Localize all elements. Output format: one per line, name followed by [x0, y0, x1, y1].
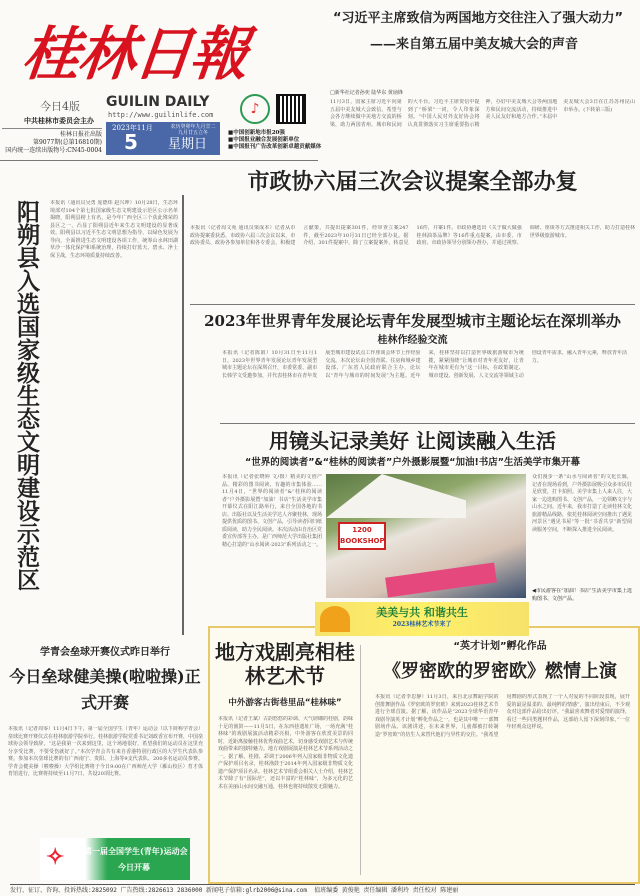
sun-logo-icon	[320, 606, 350, 632]
story5-subheadline: 中外游客古街巷里品“桂林味”	[228, 698, 342, 708]
story3-body: 本报讯（记者陈娟）10月31日至11月1日，2023年世界青年发展论坛青年发展型城市主题论坛在深圳召开，市委常委、副市长韩学文受邀参加，并代表桂林市在青年发展型城市建设试点工作座谈会环节上作经验交流。本次论坛由全国青联、住房和城乡建设部、广东省人民政府联合主办，论坛以“青年与城市的时间发展”为主题。近年来，桂林坚持以打造世界级旅游城市为统揽，紧紧围绕“让城市对青年更友好，让青年在城市更有为”这一目标，在政策制定、城市建设、创新发展、人文交流等领域主动创设青年需求，融入青年元素，释放青年活力。	[222, 350, 627, 379]
year-month: 2023年11月	[112, 124, 153, 132]
award: ■中国报刊广告改革创新卓越贡献媒体	[228, 144, 322, 150]
story4-subheadline: “世界的阅读者”&“桂林的阅读者”户外摄影展暨“加油!书店”生活美学市集开幕	[244, 457, 581, 468]
story2-body: 本报讯（记者周文苑 通讯员梁成本）记者从市政协提案委获悉，市政协六届三次会议以来，市政协委员、政协各参加单位和各专委会，积极建言献策，共提出提案301件，经审查立案247件，截至2023年10月31日已经全部办复。据介绍，301件提案中，除了立案提案外，转意见16件，并案1件。市政协遴选出《关于做大做强桂林油茶品牌》等16件重点提案，由市委、市政府、市政协领导分别领办督办，并通过视察、调研、座谈等方式推进相关工作，助力打造桂林世界级旅游城市。	[190, 225, 635, 246]
tent-shape	[326, 474, 466, 518]
story2-headline[interactable]: 市政协六届三次会议提案全部办复	[247, 169, 578, 195]
publisher: 桂林日报社出版	[59, 131, 102, 138]
divider	[220, 423, 635, 424]
page-count: 今日4版	[40, 100, 80, 113]
award: ■中国报业融合发展创新单位	[228, 137, 300, 143]
top-byline: □新华社记者孙奕 陆华东 黄垴锋	[330, 90, 403, 96]
story4-body-right: 众们漫步一条“山水与阅读者”的文化长廊，记者在现场看到，户外摄影展吸引众多市民驻足欣赏，打卡拍照。美学市集上人来人往，大家一边选购图书、文创产品，一边领略文字与山水之间。近年来，我市打造了走读桂林文化旅游精品线路，依托桂林阅读空间推出了遇见河景区“遇见书屋”等一批“书香共享”新型阅读服务空间，不断探入推进全民阅读。	[532, 474, 632, 533]
column-divider	[182, 195, 184, 635]
newspaper-logo: 桂林日報	[18, 20, 250, 88]
story7-kicker: 学青会垒球开赛仪式昨日举行	[40, 647, 170, 658]
games-ad[interactable]	[40, 838, 190, 880]
website-link[interactable]: http://www.guilinlife.com	[108, 111, 214, 119]
left-vertical-headline[interactable]: 阳朔县入选国家级生态文明建设示范区	[13, 199, 39, 591]
top-story-body: 11月3日，国家主席习近平向第五届中美友城大会致信。希望与会各方继续做中美地方交流的桥梁，助力两国省州、城市和民间的大平台。习近平主席贺信中提到了“桥梁”一词，令人印象深刻。“中国人民对外友好协会将认真贯彻落实习主席重要指示精神，办好中美友城大会等两国地方和民间交流活动，持续推进中美人民友好和地方合作。”本届中美友城大会3日在江苏苏州昆山市举办。(下转第三版)	[330, 99, 635, 128]
date-box	[106, 122, 220, 155]
story7-headline[interactable]: 今日垒球健美操(啦啦操)正式开赛	[9, 667, 201, 712]
divider	[360, 645, 361, 875]
story3-subheadline: 桂林作经验交流	[377, 335, 448, 346]
cn-number: 国内统一连续出版物号:CN45-0004	[5, 147, 102, 154]
award: ■中国创新地市报20强	[228, 130, 285, 136]
banner-title: 美美与共 和谐共生	[376, 606, 468, 619]
qr-code-icon[interactable]	[276, 94, 306, 124]
host-org: 中共桂林市委员会主办	[24, 116, 94, 125]
footer-editors: 值班编委 黄俊艳 责任编辑 潘利玲 责任校对 陈建丽	[314, 887, 459, 894]
story6-kicker: “英才计划”孵化作品	[453, 641, 547, 652]
footer	[10, 884, 635, 895]
lunar-date: 农历癸卯年九月廿二 九月廿五立冬	[170, 124, 216, 136]
stall-banner	[385, 562, 497, 597]
story4-body-left: 本报讯（记者张晓婷 文/摄）精美的文创产品、精彩的图书阅读、有趣的市集体验……11月4日，“世界的阅读者”&“桂林的阅读者”户外摄影展暨“加油！书店”生活美学市集开幕仪式在阳江路举行，来自全国各地的书店、出版社以及生活美学达人齐聚桂林，现场提供优质的图书、文创产品，引导读者回归纸质阅读，助力全民阅读。本次活动由自治区党委宣传部等主办，是广西师范大学出版社集团精心打造的“山水阅读·2023”系列活动之一。	[222, 474, 322, 548]
story6-headline[interactable]: 《罗密欧的罗密欧》燃情上演	[383, 661, 617, 682]
games-ad-subtitle: 今日开幕	[118, 862, 150, 872]
story7-body: 本报讯（记者周零）11月4日下午，第一届全国学生（青年）运动会（以下简称学青会）垒球比赛开赛仪式在桂林旅游学院举行。桂林旅游学院党委书记刘政香宣布开赛，中国垒球协会领导致辞。“这是我第一次来到这里，这个场地很好，希望我们的运动员在这里充分享受比赛，不要受伤就好了。”本次学青会共有来自香港特别行政区的大学生代表队参赛。参加本次垒球比赛的有广西南宁、贵阳、上海等9支代表队、200多名运动员参赛。学青会健美操（啦啦操）大学组比赛将于今日9:00在广西师范大学（雁山校区）育才体育馆进行，比赛将持续至11月7日，共设20项比赛。	[8, 726, 203, 777]
masthead-divider	[0, 160, 318, 161]
bookshop-sign: 1200 BOOKSHOP	[338, 522, 386, 550]
book-market-photo[interactable]	[326, 474, 526, 598]
story4-headline[interactable]: 用镜头记录美好 让阅读融入生活	[269, 429, 556, 453]
games-ad-title: 第一届全国学生(青年)运动会	[84, 846, 188, 856]
publication-info	[2, 128, 102, 155]
games-logo-icon: ✧	[46, 844, 65, 870]
story5-headline[interactable]: 地方戏剧亮相桂林艺术节	[215, 640, 355, 688]
top-headline[interactable]: “习近平主席致信为两国地方交往注入了强大动力”	[332, 11, 624, 26]
story3-headline[interactable]: 2023年世界青年发展论坛青年发展型城市主题论坛在深圳举办	[204, 312, 621, 330]
weekday: 星期日	[168, 137, 208, 152]
day: 5	[124, 130, 138, 154]
footer-contacts: 发行、征订、咨询、投诉热线:2825092 广告热线:2826613 2836000 新闻电子信箱:glrb2006@sina.com	[10, 887, 307, 894]
issue-number: 第9077期(总第16810期)	[32, 139, 102, 146]
divider	[190, 304, 635, 305]
story6-body: 本报讯（记者李思静）11月3日，来自北京舞蹈学院的创排舞剧作品《罗密欧的罗密欧》来到2023桂林艺术节进行全球首演。据了解，该作品是“2023全球华语青年戏剧导演英才计划”孵化作品之一，也是其中唯一一部舞剧场作品。该剧讲述，在未来世界，儿童都被打转制造“罗密欧”的仿生人来替代他们与异性的交往。“我希望用舞剧的形式表现了一个人对爱的不同阶段表现，展开爱的最是温柔的、最纯粹的情感”，演出结束后，不少观众对这部作品给出好评。“我最喜欢舞者对爱情的演绎，看过一些同类题材作品，这部给人留下深刻印象。”一位年轻观众这样说。	[375, 694, 630, 738]
photo-caption: ◀市民游客在“加油！书店”生活美学市集上选购图书、文创产品。	[532, 588, 632, 602]
top-subheadline: ——来自第五届中美友城大会的声音	[370, 37, 579, 52]
left-story-body: 本报讯（通讯员吴勇 庞德炜 赵兴坤）10月28日，生态环境部对104个第七批国家级生态文明建设示范区公示名单揭晓，阳朔县榜上有名，是今年广西全区三个获此殊荣的县区之一，凸显了阳朔县近年来生态文明建设的显著成效。阳朔县以习近平生态文明思想为指导，以绿色发展为导向，全面推进生态文明建设各项工作，统筹山水林田湖草沙一体化保护和系统治理，持续打好蓝天、碧水、净土保卫战，生态环境质量持续改善。	[50, 200, 178, 259]
english-title: GUILIN DAILY	[106, 94, 210, 110]
awards-list	[228, 130, 321, 151]
banner-subtitle: 2023桂林艺术节来了	[392, 621, 452, 628]
emblem-icon: ♪	[240, 94, 270, 124]
story5-body: 本报讯（记者王斌）古韵悠悠的彩调、大气磅礴的桂剧，韵味十足的渔鼓——11月5日，在东西巷遗址广场，一场充满“桂林味”的戏剧展演活动精彩亮相，中外游客在欣赏美景的同时，近距离接触桂林优秀戏曲艺术，切身感受戏剧艺术与传统戏曲带来的独特魅力。地方戏剧展演是桂林艺术节系列活动之一。据了解，桂剧、彩调于2006年列入国家级非物质文化遗产保护项目名录，桂林渔鼓于2014年列入国家级非物质文化遗产保护项目名录。桂林艺术节组委会相关人士介绍，桂林艺术节除了有“国际范”，还以丰富的“桂林味”，为多元化的艺术在美丽山水间交融互通，桂林也将持续散发无限魅力。	[218, 716, 353, 790]
